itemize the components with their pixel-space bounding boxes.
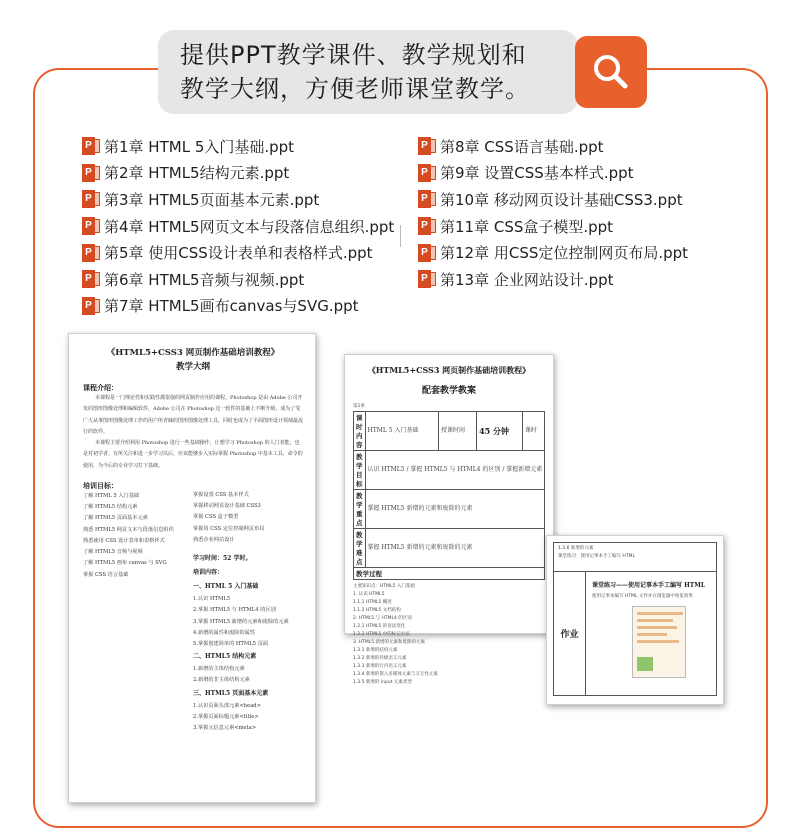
exercise-top-line: 课堂练习：使用记事本手工编写 HTML bbox=[558, 554, 635, 559]
ppt-file-item[interactable] bbox=[82, 266, 394, 293]
exercise-top-line: 1.3.6 新增的元素 bbox=[558, 546, 594, 551]
plan-process bbox=[353, 583, 545, 687]
process-line: 1.2.1 HTML5 的语法变化 bbox=[353, 624, 406, 629]
goals-heading: 培训目标： bbox=[83, 481, 118, 491]
chapter-item: 2.掌握页面标题元素<title> bbox=[193, 713, 259, 720]
content-heading: 培训内容： bbox=[193, 569, 224, 577]
syllabus-title: 《HTML5+CSS3 网页制作基础培训教程》 bbox=[106, 348, 280, 358]
ppt-file-name: 第3章 HTML5页面基本元素.ppt bbox=[104, 190, 320, 209]
goal-item: 了解 HTML5 音频与视频 bbox=[83, 549, 143, 556]
ppt-file-icon: P bbox=[418, 244, 436, 262]
ppt-file-item[interactable] bbox=[82, 160, 394, 187]
ppt-file-icon: P bbox=[418, 270, 436, 288]
ppt-file-icon: P bbox=[418, 217, 436, 235]
ppt-file-name: 第1章 HTML 5入门基础.ppt bbox=[104, 137, 295, 156]
intro-paragraph-2: 本课程主要介绍利用 Photoshop 进行一些基础操作，让想学习 Photoshop 的人门者能，也是对初学者、有所关注和进一步学习以后，应该能够步入实际掌握 Photoshop 中基本工具、命令的使用，为今后的专业学习打下基础。 bbox=[83, 440, 303, 469]
goal-item: 了解 HTML5 画布 canvas 与 SVG bbox=[83, 560, 167, 567]
process-line: 1. 认识 HTML5 bbox=[353, 592, 385, 597]
ppt-file-name: 第12章 用CSS定位控制网页布局.ppt bbox=[440, 244, 689, 263]
plan-row-value: HTML 5 入门基础 bbox=[365, 412, 438, 451]
process-line: 1.1.2 HTML5 文档结构 bbox=[353, 608, 401, 613]
exercise-document bbox=[546, 535, 724, 705]
ppt-file-item[interactable] bbox=[418, 133, 688, 160]
exercise-screenshot-image bbox=[632, 606, 686, 678]
banner-line-2: 教学大纲，方便老师课堂教学。 bbox=[180, 75, 530, 103]
ppt-file-item[interactable] bbox=[82, 213, 394, 240]
ppt-file-icon: P bbox=[82, 297, 100, 315]
goal-item: 熟悉使用 CSS 设计表单和表格样式 bbox=[83, 537, 165, 544]
ppt-file-item[interactable] bbox=[82, 133, 394, 160]
plan-row-value: 掌握 HTML5 新增的元素和废除的元素 bbox=[365, 490, 545, 529]
ppt-file-name: 第9章 设置CSS基本样式.ppt bbox=[440, 164, 634, 183]
plan-row-label: 课时内容 bbox=[354, 412, 366, 451]
plan-duration: 45 分钟 bbox=[477, 412, 523, 451]
ppt-file-icon: P bbox=[82, 217, 100, 235]
chapter-item: 1.认识页面头部元素<head> bbox=[193, 702, 261, 709]
plan-row-label: 教学重点 bbox=[354, 490, 366, 529]
ppt-file-list-left bbox=[82, 133, 394, 319]
ppt-file-name: 第2章 HTML5结构元素.ppt bbox=[104, 164, 290, 183]
syllabus-subtitle: 教学大纲 bbox=[175, 362, 210, 372]
search-icon bbox=[589, 50, 633, 94]
plan-table bbox=[353, 411, 545, 580]
chapter-item: 3.掌握元信息元素<meta> bbox=[193, 724, 257, 731]
plan-row-value: 掌握 HTML5 新增的元素和废除的元素 bbox=[365, 529, 545, 568]
promo-banner bbox=[158, 30, 578, 114]
goal-item: 了解 HTML5 页面基本元素 bbox=[83, 515, 148, 522]
ppt-file-icon: P bbox=[82, 244, 100, 262]
ppt-file-name: 第13章 企业网站设计.ppt bbox=[440, 270, 614, 289]
chapter-item: 1.新增的主体结构元素 bbox=[193, 666, 245, 673]
process-line: 1.3.1 新增的结构元素 bbox=[353, 648, 398, 653]
ppt-file-icon: P bbox=[418, 137, 436, 155]
chapter-item: 2.掌握 HTML5 与 HTML4 的区别 bbox=[193, 607, 276, 614]
exercise-top bbox=[553, 542, 717, 572]
goal-item: 了解 HTML5 结构元素 bbox=[83, 504, 138, 511]
ppt-file-icon: P bbox=[82, 164, 100, 182]
goal-item: 掌握 CSS 语言基础 bbox=[83, 571, 129, 578]
process-line: 1.2.2 HTML5 中的标记方法 bbox=[353, 632, 410, 637]
chapter1-heading: 一、HTML 5 入门基础 bbox=[193, 583, 259, 591]
chapter-item: 1.认识 HTML5 bbox=[193, 596, 231, 603]
plan-row-label: 教学过程 bbox=[354, 568, 545, 580]
lesson-plan-document bbox=[344, 354, 554, 685]
ppt-file-item[interactable] bbox=[418, 266, 688, 293]
divider bbox=[400, 225, 401, 247]
hours-text: 学习时间：52 学时。 bbox=[193, 555, 252, 563]
ppt-file-item[interactable] bbox=[418, 160, 688, 187]
ppt-file-name: 第11章 CSS盒子模型.ppt bbox=[440, 217, 614, 236]
plan-row-label: 教学难点 bbox=[354, 529, 366, 568]
ppt-file-list-right bbox=[418, 133, 688, 293]
exercise-heading: 课堂练习——使用记事本手工编写 HTML bbox=[592, 582, 706, 589]
ppt-file-item[interactable] bbox=[418, 186, 688, 213]
plan-title: 《HTML5+CSS3 网页制作基础培训教程》 bbox=[367, 365, 531, 375]
ppt-file-name: 第5章 使用CSS设计表单和表格样式.ppt bbox=[104, 244, 373, 263]
ppt-file-item[interactable] bbox=[82, 186, 394, 213]
goal-item: 了解 HTML 5 入门基础 bbox=[83, 493, 140, 500]
chapter-item: 2.新增的非主体结构元素 bbox=[193, 677, 250, 684]
banner-line-1: 提供PPT教学课件、教学规划和 bbox=[180, 41, 527, 69]
goal-item: 掌握 CSS 盒子模型 bbox=[193, 514, 239, 521]
process-line: 1.1.1 HTML5 概述 bbox=[353, 600, 392, 605]
ppt-file-item[interactable] bbox=[82, 293, 394, 320]
goal-item: 掌握移动网页设计基础 CSS3 bbox=[193, 503, 261, 510]
process-line: 1.3.3 新增的行内语义元素 bbox=[353, 664, 407, 669]
intro-heading: 课程介绍： bbox=[83, 383, 118, 392]
process-line: 1.3.4 新增的嵌入多媒体元素与交互性元素 bbox=[353, 672, 438, 677]
goals-column-left bbox=[83, 478, 193, 734]
plan-week: 第1讲 bbox=[353, 404, 365, 409]
process-line: 1.3.5 新增的 input 元素类型 bbox=[353, 680, 412, 685]
chapter2-heading: 二、HTML5 结构元素 bbox=[193, 653, 257, 661]
intro-paragraph-1: 本课程是一门理论性和实践性都很强的网页制作应用的课程。Photoshop 是由 Adobe 公司开发的图形图像处理和编辑软件，Adobe 公司在 Photoshop 这一软件的基础上不断升级，成为了受广大从事图形图像处理工作的用户所青睐的图形图像处理工具，同时也成为了平面图形设计领域最流行的软件。 bbox=[83, 395, 304, 435]
ppt-file-name: 第4章 HTML5网页文本与段落信息组织.ppt bbox=[104, 217, 395, 236]
search-button[interactable] bbox=[575, 36, 647, 108]
ppt-file-icon: P bbox=[418, 164, 436, 182]
exercise-desc: 使用记事本编写 HTML 文件并在浏览器中预览效果 bbox=[592, 594, 693, 599]
syllabus-document bbox=[68, 333, 316, 803]
plan-row-extra: 授课时间 bbox=[438, 412, 476, 451]
ppt-file-name: 第8章 CSS语言基础.ppt bbox=[440, 137, 604, 156]
process-line: 3. HTML5 新增的元素和废除的元素 bbox=[353, 640, 426, 645]
goal-item: 掌握设置 CSS 基本样式 bbox=[193, 492, 249, 499]
chapter-item: 3.掌握 HTML5 新增的元素和废除的元素 bbox=[193, 618, 289, 625]
ppt-file-icon: P bbox=[82, 270, 100, 288]
chapter-item: 5.掌握创建简单的 HTML5 页面 bbox=[193, 640, 268, 647]
chapter-item: 4.新增的属性和废除的属性 bbox=[193, 629, 256, 636]
ppt-file-icon: P bbox=[82, 137, 100, 155]
homework-label: 作业 bbox=[554, 572, 586, 695]
ppt-file-name: 第7章 HTML5画布canvas与SVG.ppt bbox=[104, 297, 359, 316]
plan-row-label: 教学目标 bbox=[354, 451, 366, 490]
plan-row-extra: 课时 bbox=[522, 412, 544, 451]
process-line: 2. HTML5 与 HTML4 的区别 bbox=[353, 616, 412, 621]
goals-column-right bbox=[193, 478, 303, 734]
ppt-file-item[interactable] bbox=[418, 239, 688, 266]
process-line: 1.3.2 新增的块级语义元素 bbox=[353, 656, 407, 661]
goal-item: 熟悉企业网站设计 bbox=[193, 536, 235, 543]
ppt-file-item[interactable] bbox=[82, 239, 394, 266]
plan-subtitle: 配套教学教案 bbox=[421, 386, 476, 396]
plan-row-value: 认识 HTML5 / 掌握 HTML5 与 HTML4 的区别 / 掌握新增元素 bbox=[365, 451, 545, 490]
goal-item: 掌握用 CSS 定位控制网页布局 bbox=[193, 525, 265, 532]
process-line: 主要知识点：HTML5 入门基础 bbox=[353, 584, 415, 589]
ppt-file-name: 第6章 HTML5音频与视频.ppt bbox=[104, 270, 305, 289]
ppt-file-icon: P bbox=[82, 190, 100, 208]
goal-item: 熟悉 HTML5 网页文本与段落信息组织 bbox=[83, 526, 174, 533]
chapter3-heading: 三、HTML5 页面基本元素 bbox=[193, 689, 269, 697]
ppt-file-item[interactable] bbox=[418, 213, 688, 240]
ppt-file-icon: P bbox=[418, 190, 436, 208]
ppt-file-name: 第10章 移动网页设计基础CSS3.ppt bbox=[440, 190, 683, 209]
